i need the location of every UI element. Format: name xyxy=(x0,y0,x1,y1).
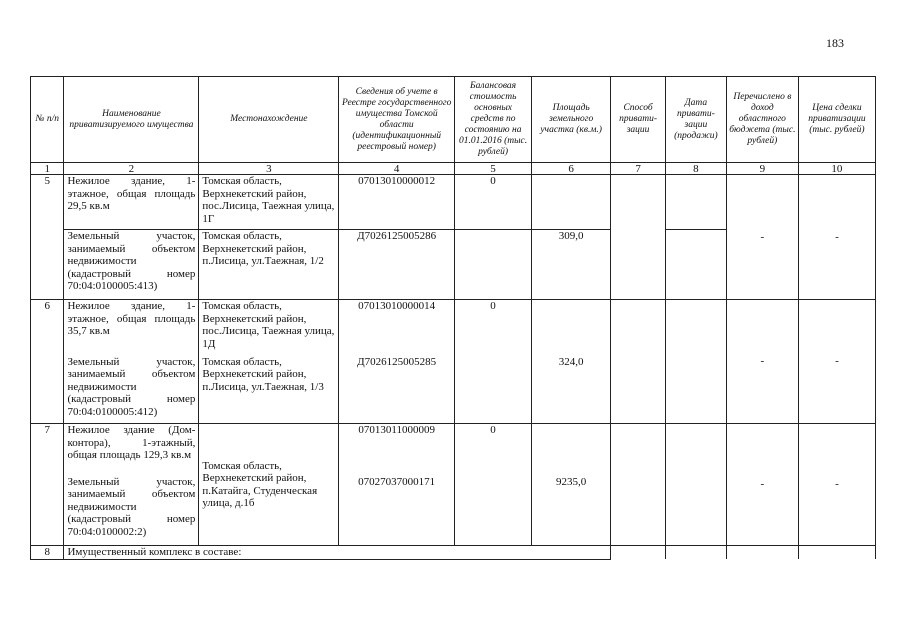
balance-value: 0 xyxy=(455,300,532,356)
column-number-row xyxy=(31,163,876,175)
row-number: 7 xyxy=(31,424,64,546)
column-number: 2 xyxy=(64,163,199,175)
column-number: 10 xyxy=(798,163,875,175)
column-number: 9 xyxy=(726,163,798,175)
column-number: 6 xyxy=(532,163,611,175)
privatization-date xyxy=(665,424,726,546)
registry-number: 07027037000171 xyxy=(339,476,455,546)
privatization-method xyxy=(611,546,666,560)
asset-name: Нежилое здание, 1-этажное, общая площадь 29,5 кв.м xyxy=(64,175,199,230)
land-area: 324,0 xyxy=(532,356,611,424)
header-cell-method: Способ привати-зации xyxy=(611,77,666,163)
column-number: 7 xyxy=(611,163,666,175)
page-number: 183 xyxy=(826,36,844,50)
deal-price: - xyxy=(798,300,875,424)
balance-value xyxy=(455,476,532,546)
column-number: 5 xyxy=(455,163,532,175)
row-number: 8 xyxy=(31,546,64,560)
asset-name: Нежилое здание, 1-этажное, общая площадь 35,7 кв.м xyxy=(64,300,199,356)
land-area: 9235,0 xyxy=(532,476,611,546)
header-cell-area: Площадь земельного участка (кв.м.) xyxy=(532,77,611,163)
balance-value xyxy=(455,356,532,424)
table-row-6a xyxy=(31,300,876,356)
registry-number: Д7026125005286 xyxy=(339,230,455,300)
column-number: 8 xyxy=(665,163,726,175)
header-cell-budget: Перечислено в доход областного бюджета (тыс. рублей) xyxy=(726,77,798,163)
deal-price: - xyxy=(798,424,875,546)
balance-value: 0 xyxy=(455,175,532,230)
balance-value xyxy=(455,230,532,300)
registry-number: 07013010000012 xyxy=(339,175,455,230)
asset-name: Имущественный комплекс в составе: xyxy=(64,546,611,560)
registry-number: 07013011000009 xyxy=(339,424,455,476)
privatization-date xyxy=(665,546,726,560)
table-row-8 xyxy=(31,546,876,560)
balance-value: 0 xyxy=(455,424,532,476)
budget-transfer: - xyxy=(726,300,798,424)
budget-transfer xyxy=(726,546,798,560)
asset-name: Нежилое здание (Дом-контора), 1-этажный, общая площадь 129,3 кв.м xyxy=(64,424,199,476)
privatization-date xyxy=(665,175,726,230)
table-row-7a xyxy=(31,424,876,476)
asset-location: Томская область, Верхнекетский район, п.Лисица, ул.Таежная, 1/3 xyxy=(199,356,339,424)
header-cell-name: Наименование приватизируемого имущества xyxy=(64,77,199,163)
deal-price xyxy=(798,546,875,560)
header-cell-balance: Балансовая стоимость основных средств по состоянию на 01.01.2016 (тыс. рублей) xyxy=(455,77,532,163)
registry-number: Д7026125005285 xyxy=(339,356,455,424)
header-row xyxy=(31,77,876,163)
registry-number: 07013010000014 xyxy=(339,300,455,356)
row-number: 6 xyxy=(31,300,64,424)
deal-price: - xyxy=(798,175,875,300)
privatization-date xyxy=(665,230,726,300)
header-cell-location: Местонахождение xyxy=(199,77,339,163)
header-cell-num: № п/п xyxy=(31,77,64,163)
privatization-method xyxy=(611,175,666,300)
privatization-date xyxy=(665,300,726,424)
privatization-table xyxy=(30,76,876,560)
land-area: 309,0 xyxy=(532,230,611,300)
header-cell-price: Цена сделки приватизации (тыс. рублей) xyxy=(798,77,875,163)
asset-location: Томская область, Верхнекетский район, пос.Лисица, Таежная улица, 1Д xyxy=(199,300,339,356)
budget-transfer: - xyxy=(726,424,798,546)
asset-location: Томская область, Верхнекетский район, пос.Лисица, Таежная улица, 1Г xyxy=(199,175,339,230)
land-area xyxy=(532,300,611,356)
asset-location: Томская область, Верхнекетский район, п.Лисица, ул.Таежная, 1/2 xyxy=(199,230,339,300)
column-number: 1 xyxy=(31,163,64,175)
land-area xyxy=(532,175,611,230)
row-number: 5 xyxy=(31,175,64,300)
column-number: 4 xyxy=(339,163,455,175)
budget-transfer: - xyxy=(726,175,798,300)
privatization-method xyxy=(611,300,666,424)
header-cell-date: Дата привати-зации (продажи) xyxy=(665,77,726,163)
column-number: 3 xyxy=(199,163,339,175)
land-area xyxy=(532,424,611,476)
table-row-5a xyxy=(31,175,876,230)
asset-name: Земельный участок, занимаемый объектом недвижимости (кадастровый номер 70:04:0100002:2) xyxy=(64,476,199,546)
privatization-method xyxy=(611,424,666,546)
asset-name: Земельный участок, занимаемый объектом недвижимости (кадастровый номер 70:04:0100005:412) xyxy=(64,356,199,424)
asset-name: Земельный участок, занимаемый объектом недвижимости (кадастровый номер 70:04:0100005:413) xyxy=(64,230,199,300)
asset-location: Томская область, Верхнекетский район, п.Катайга, Студенческая улица, д.1б xyxy=(199,424,339,546)
header-cell-registry: Сведения об учете в Реестре государственного имущества Томской области (идентификационный реестровый номер) xyxy=(339,77,455,163)
